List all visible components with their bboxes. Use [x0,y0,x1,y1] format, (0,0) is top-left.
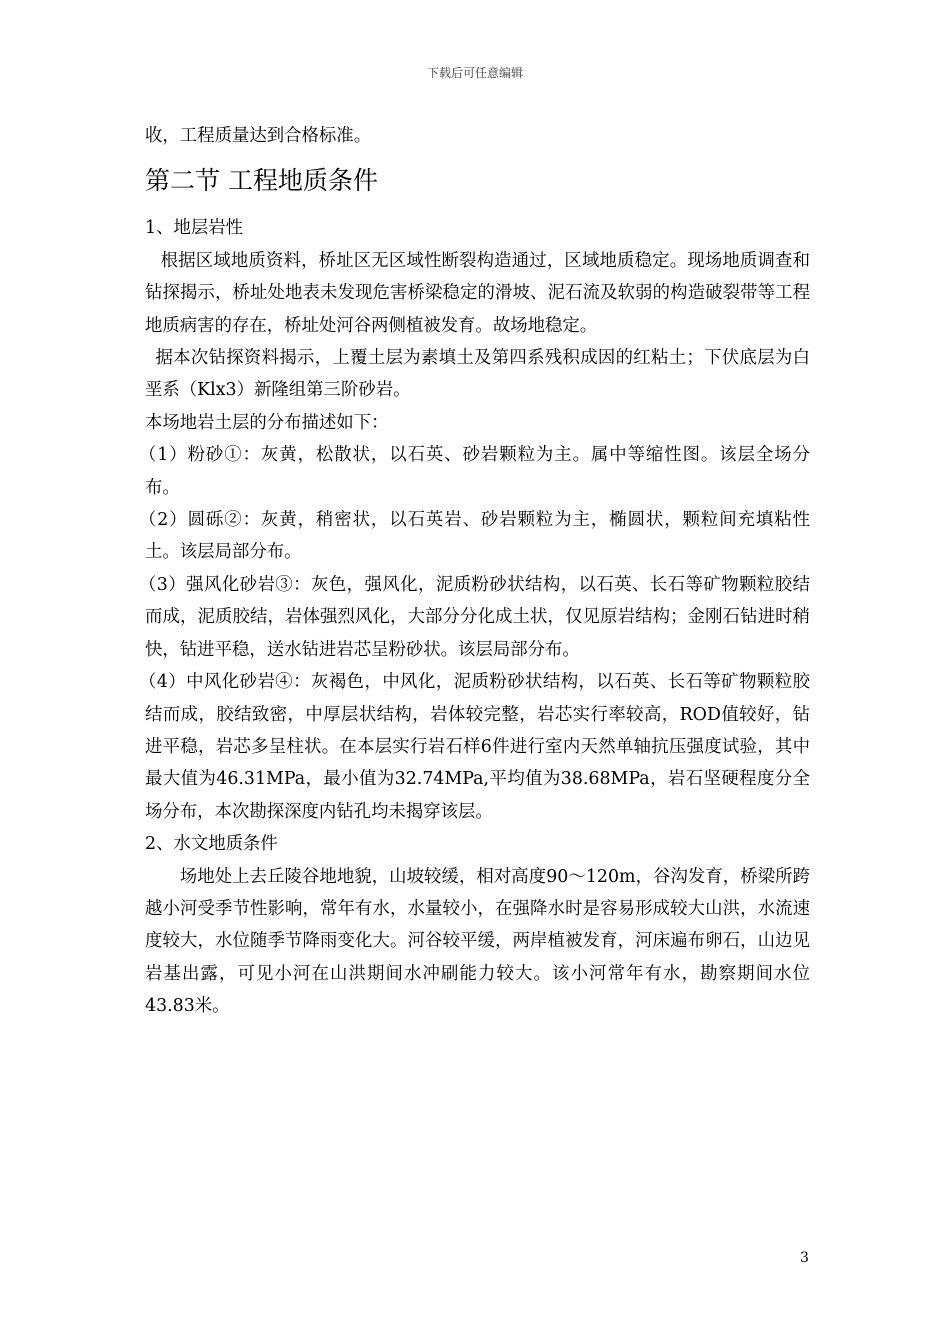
header-note: 下载后可任意编辑 [426,66,523,80]
paragraph-hydrogeology: 场地处上去丘陵谷地地貌，山坡较缓，相对高度90～120m，谷沟发育，桥梁所跨越小河受季节性影响，常年有水，水量较小，在强降水时是容易形成较大山洪，水流速度较大，水位随季节降雨变化大。河谷较平缓，两岸植被发育，河床遍布卵石，山边见岩基出露，可见小河在山洪期间水冲刷能力较大。该小河常年有水，勘察期间水位43.83米。 [145,866,810,1017]
list-item-silty-sand: （1）粉砂①：灰黄，松散状，以石英、砂岩颗粒为主。属中等缩性图。该层全场分布。 [138,445,810,498]
list-item-gravel: （2）圆砾②：灰黄，稍密状，以石英岩、砂岩颗粒为主，椭圆状，颗粒间充填粘性土。该层局部分布。 [138,510,810,563]
paragraph-strata-intro: 本场地岩土层的分布描述如下： [145,412,389,433]
list-item-strongly-weathered-sandstone: （3）强风化砂岩③：灰色，强风化，泥质粉砂状结构，以石英、长石等矿物颗粒胶结而成，泥质胶结，岩体强烈风化，大部分分化成土状，仅见原岩结构；金刚石钻进时稍快，钻进平稳，送水钻进岩芯呈粉砂状。该层局部分布。 [138,574,810,660]
paragraph-regional-geology: 根据区域地质资料，桥址区无区域性断裂构造通过，区域地质稳定。现场地质调查和钻探揭示，桥址处地表未发现危害桥梁稳定的滑坡、泥石流及软弱的构造破裂带等工程地质病害的存在，桥址处河谷两侧植被发育。故场地稳定。 [145,250,810,336]
page-number: 3 [800,1250,809,1266]
subheading-hydrogeology: 2、水文地质条件 [145,834,278,855]
paragraph-continuation: 收，工程质量达到合格标准。 [145,126,372,146]
section-title: 第二节 工程地质条件 [145,166,378,196]
document-body [138,120,810,1023]
paragraph-drilling-summary: 据本次钻探资料揭示，上覆土层为素填土及第四系残积成因的红粘土；下伏底层为白垩系（Klx3）新隆组第三阶砂岩。 [145,348,810,401]
subheading-strata: 1、地层岩性 [145,218,244,239]
list-item-moderately-weathered-sandstone: （4）中风化砂岩④：灰褐色，中风化，泥质粉砂状结构，以石英、长石等矿物颗粒胶结而成，胶结致密，中厚层状结构，岩体较完整，岩芯实行率较高，ROD值较好，钻进平稳，岩芯多呈柱状。在本层实行岩石样6件进行室内天然单轴抗压强度试验，其中最大值为46.31MPa，最小值为32.74MPa,平均值为38.68MPa，岩石坚硬程度分全场分布，本次勘探深度内钻孔均未揭穿该层。 [138,672,810,822]
